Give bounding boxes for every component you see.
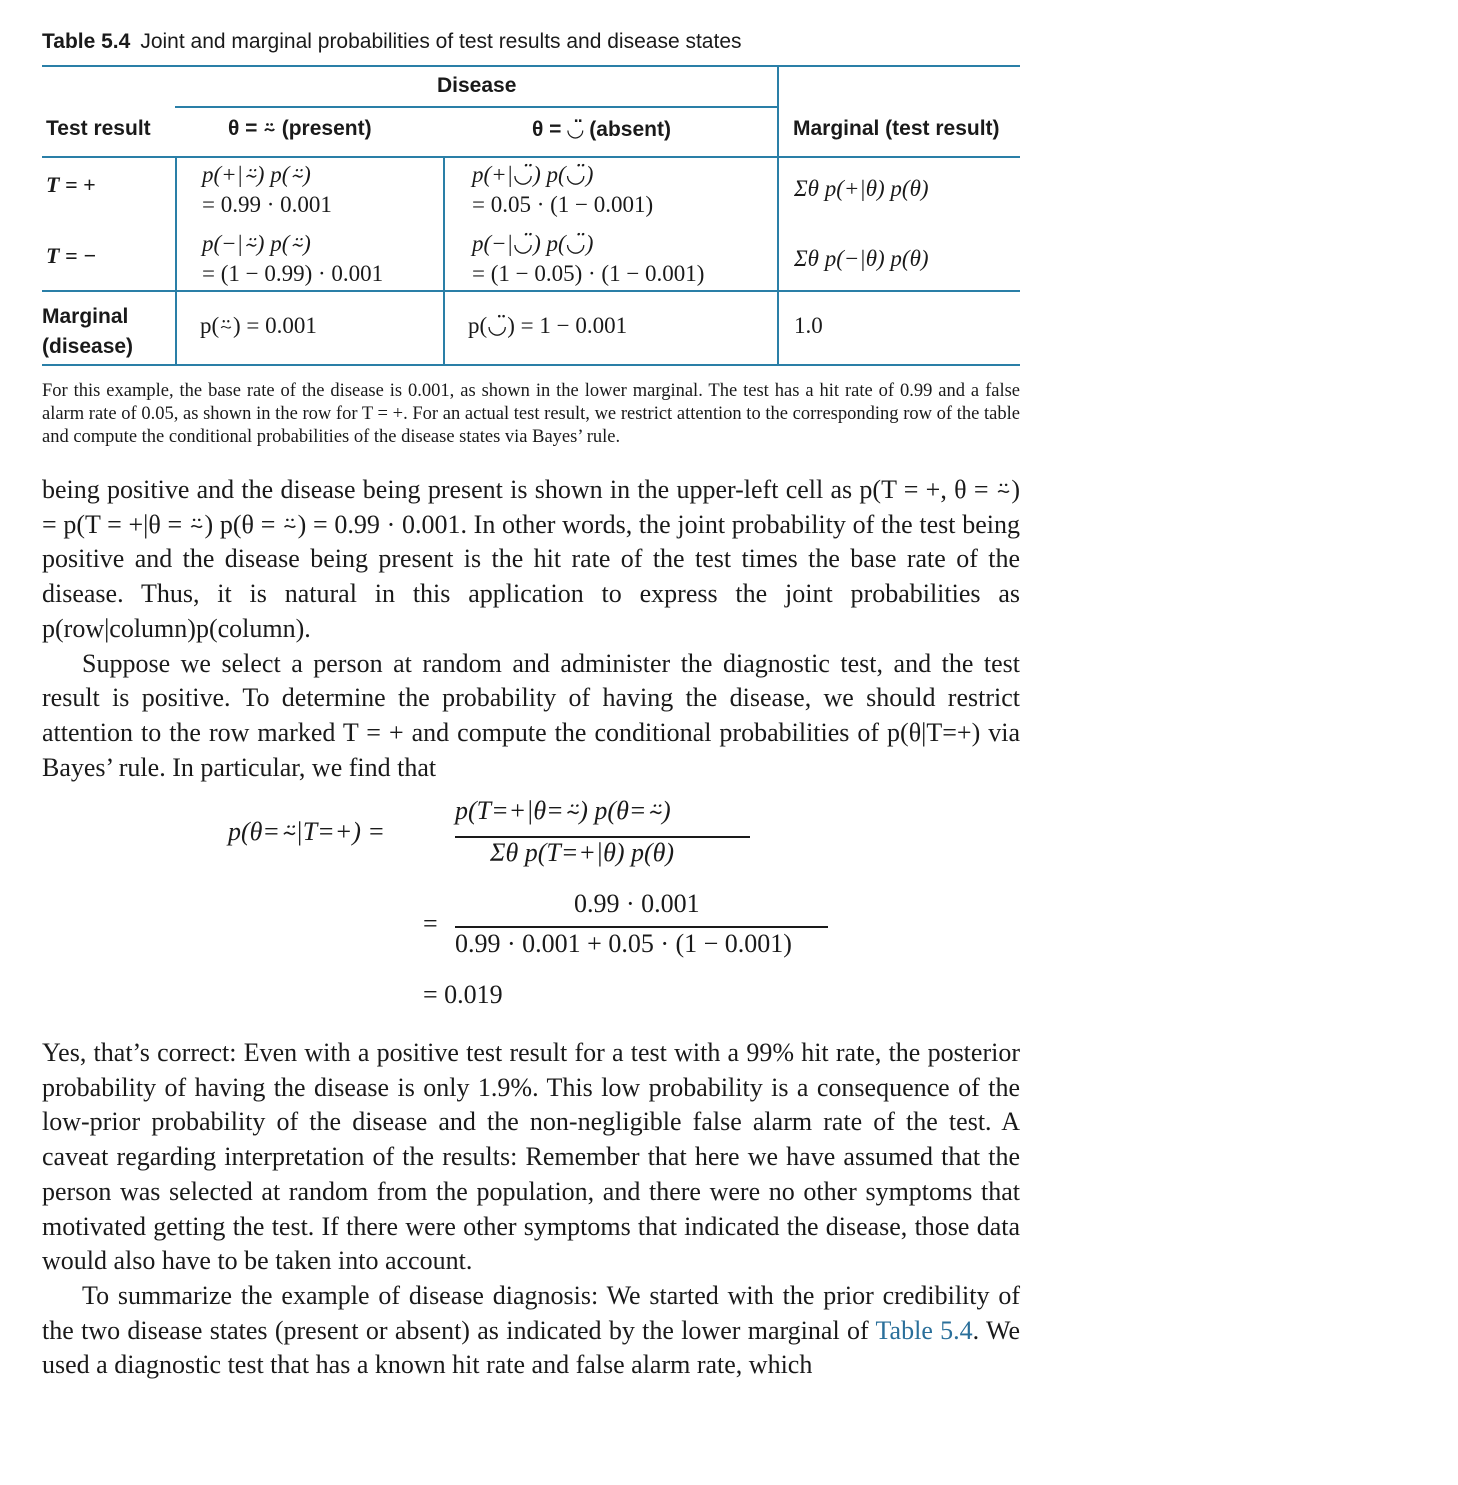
cell-marginal-present: p(⍨) = 0.001 [200, 313, 317, 338]
equation-denominator-1: Σθ p(T=+|θ) p(θ) [490, 838, 675, 867]
table-5-4-link[interactable]: Table 5.4 [875, 1315, 973, 1345]
paragraph-4-end: . We used a diagnostic test that has a known hit rate and false alarm rate, which [42, 1315, 1021, 1380]
col-divider-2 [443, 156, 445, 365]
header-test-result: Test result [46, 117, 151, 140]
body-text-upper [42, 473, 1020, 785]
fraction-bar-2 [455, 926, 828, 928]
cell-negative-absent-line1: p(−|◡̈) p(◡̈) [472, 231, 594, 256]
cell-positive-absent-line2: = 0.05 · (1 − 0.001) [472, 192, 654, 217]
equation-numerator-2: 0.99 · 0.001 [574, 889, 700, 918]
cell-negative-absent-line2: = (1 − 0.05) · (1 − 0.001) [472, 261, 705, 286]
table-caption [42, 30, 742, 54]
cell-negative-marginal: Σθ p(−|θ) p(θ) [794, 246, 929, 271]
disease-group-rule [175, 106, 778, 108]
equation-numerator-1: p(T=+|θ=⍨) p(θ=⍨) [455, 796, 671, 825]
cell-positive-present [202, 160, 332, 220]
cell-positive-marginal: Σθ p(+|θ) p(θ) [794, 176, 929, 201]
paragraph-1: being positive and the disease being present is shown in the upper-left cell as p(T = +, θ = ⍨) = p(T = +|θ = ⍨) p(θ = ⍨) = 0.99 · 0.001. In other words, the joint probability of the test being positive and the disease being present is the hit rate of the test times the base rate of the disease. Thus, it is natural in this application to express the joint probabilities as p(row|column)p(column). [42, 475, 1020, 643]
equation-equals-2: = [423, 909, 438, 938]
cell-negative-absent [472, 229, 704, 289]
row-label-negative: T = − [46, 243, 97, 268]
paragraph-3: Yes, that’s correct: Even with a positive test result for a test with a 99% hit rate, the posterior probability of having the disease is only 1.9%. This low probability is a consequence of the low-prior probability of the disease and the non-negligible false alarm rate of the test. A caveat regarding interpretation of the results: Remember that here we have assumed that the person was selected at random from the population, and there were no other symptoms that motivated getting the test. If there were other symptoms that indicated the disease, those data would also have to be taken into account. [42, 1038, 1020, 1276]
header-present: θ = ⍨ (present) [228, 117, 372, 140]
disease-group-header: Disease [437, 74, 517, 97]
marginal-top-rule [42, 290, 1020, 292]
paragraph-2: Suppose we select a person at random and administer the diagnostic test, and the test result is positive. To determine the probability of having the disease, we should restrict attention to the row marked T = + and compute the conditional probabilities of p(θ|T=+) via Bayes’ rule. In particular, we find that [42, 648, 1020, 782]
table-top-rule [42, 65, 1020, 67]
cell-positive-absent-line1: p(+|◡̈) p(◡̈) [472, 162, 594, 187]
table-bottom-rule [42, 364, 1020, 366]
equation-lhs: p(θ=⍨|T=+) = [228, 817, 385, 846]
row-label-marginal-line2: (disease) [42, 335, 134, 358]
equation-denominator-2: 0.99 · 0.001 + 0.05 · (1 − 0.001) [455, 929, 792, 958]
col-divider-1 [175, 156, 177, 365]
cell-negative-present-line2: = (1 − 0.99) · 0.001 [202, 261, 384, 286]
header-absent: θ = ◡̈ (absent) [532, 118, 671, 141]
cell-marginal-absent: p(◡̈) = 1 − 0.001 [468, 313, 628, 338]
col-divider-3 [777, 65, 779, 365]
table-note: For this example, the base rate of the disease is 0.001, as shown in the lower marginal. The test has a hit rate of 0.99 and a false alarm rate of 0.05, as shown in the row for T = +. For an actual test result, we restrict attention to the corresponding row of the table and compute the conditional probabilities of the disease states via Bayes’ rule. [42, 381, 1020, 447]
header-bottom-rule [42, 156, 1020, 158]
cell-positive-present-line2: = 0.99 · 0.001 [202, 192, 332, 217]
table-caption-label: Table 5.4 [42, 30, 131, 53]
body-text-lower [42, 1036, 1020, 1383]
cell-positive-present-line1: p(+|⍨) p(⍨) [202, 162, 311, 187]
cell-negative-present [202, 229, 383, 289]
cell-negative-present-line1: p(−|⍨) p(⍨) [202, 231, 311, 256]
paragraph-4-start: To summarize the example of disease diagnosis: We started with the prior credibility of the two disease states (present or absent) as indicated by the lower marginal of [42, 1280, 1020, 1345]
row-label-positive: T = + [46, 172, 96, 197]
cell-marginal-total: 1.0 [794, 313, 823, 338]
row-label-marginal [42, 302, 133, 362]
row-label-marginal-line1: Marginal [42, 305, 129, 328]
table-caption-title: Joint and marginal probabilities of test results and disease states [140, 30, 742, 53]
header-marginal: Marginal (test result) [793, 117, 1000, 140]
cell-positive-absent [472, 160, 653, 220]
equation-result: = 0.019 [423, 980, 503, 1009]
paragraph-4 [42, 1279, 1020, 1383]
